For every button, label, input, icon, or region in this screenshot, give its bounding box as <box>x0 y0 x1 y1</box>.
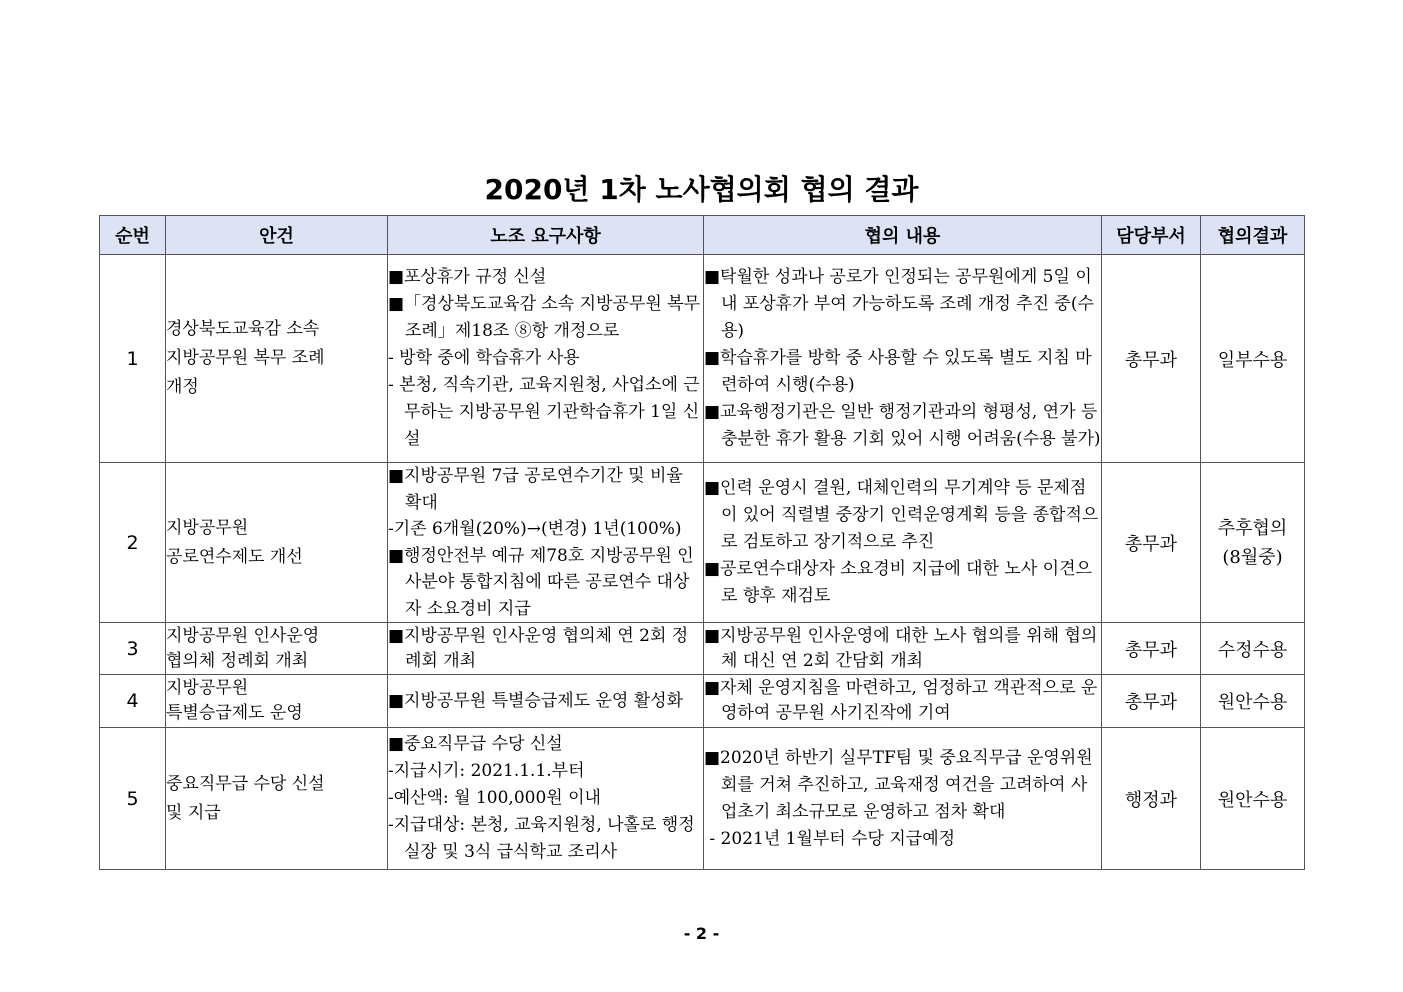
row-agenda <box>166 675 388 728</box>
demand-item: ■지방공무원 7급 공로연수기간 및 비율 확대 <box>388 466 683 513</box>
row-dept: 총무과 <box>1102 255 1201 463</box>
header-num: 순번 <box>100 216 166 255</box>
content-item: ■인력 운영시 결원, 대체인력의 무기계약 등 문제점이 있어 직렬별 중장기 인력운영계획 등을 종합적으로 검토하고 장기적으로 추진 <box>704 478 1099 552</box>
agenda-line: 및 지급 <box>166 802 221 823</box>
row-demand <box>388 675 704 728</box>
row-demand <box>388 463 704 623</box>
row-number: 3 <box>100 623 166 675</box>
demand-subitem: - 본청, 직속기관, 교육지원청, 사업소에 근무하는 지방공무원 기관학습휴가 1일 신설 <box>388 375 700 449</box>
row-number: 4 <box>100 675 166 728</box>
demand-subitem: -지급시기: 2021.1.1.부터 <box>388 761 585 781</box>
row-result: 원안수용 <box>1201 728 1305 870</box>
agenda-line: 특별승급제도 운영 <box>166 703 303 723</box>
row-result: 수정수용 <box>1201 623 1305 675</box>
agenda-line: 지방공무원 <box>166 678 249 698</box>
row-agenda <box>166 623 388 675</box>
table-row <box>100 623 1305 675</box>
demand-item: ■중요직무급 수당 신설 <box>388 734 563 754</box>
row-result: 일부수용 <box>1201 255 1305 463</box>
demand-item: ■포상휴가 규정 신설 <box>388 267 547 287</box>
row-demand <box>388 728 704 870</box>
agenda-line: 중요직무급 수당 신설 <box>166 773 325 794</box>
content-item: ■탁월한 성과나 공로가 인정되는 공무원에게 5일 이내 포상휴가 부여 가능하도록 조례 개정 추진 중(수용) <box>704 267 1094 341</box>
table-row <box>100 675 1305 728</box>
page-title: 2020년 1차 노사협의회 협의 결과 <box>484 173 919 206</box>
agenda-line: 지방공무원 복무 조례 <box>166 348 325 368</box>
content-item: ■2020년 하반기 실무TF팀 및 중요직무급 운영위원회를 거쳐 추진하고, 교육재정 여건을 고려하여 사업초기 최소규모로 운영하고 점차 확대 <box>704 747 1093 822</box>
demand-subitem: -지급대상: 본청, 교육지원청, 나홀로 행정실장 및 3식 급식학교 조리사 <box>388 815 695 862</box>
agenda-line: 협의체 정례회 개최 <box>166 650 309 671</box>
content-item: ■교육행정기관은 일반 행정기관과의 형평성, 연가 등 충분한 휴가 활용 기회 있어 시행 어려움(수용 불가) <box>704 402 1101 449</box>
row-result <box>1201 463 1305 623</box>
content-subitem: - 2021년 1월부터 수당 지급예정 <box>704 828 956 849</box>
header-content: 협의 내용 <box>704 216 1102 255</box>
table-row <box>100 255 1305 463</box>
row-content <box>704 623 1102 675</box>
row-content <box>704 728 1102 870</box>
header-result: 협의결과 <box>1201 216 1305 255</box>
content-item: ■공로연수대상자 소요경비 지급에 대한 노사 이견으로 향후 재검토 <box>704 559 1092 606</box>
demand-item: ■지방공무원 인사운영 협의체 연 2회 정례회 개최 <box>388 625 689 671</box>
demand-subitem: -예산액: 월 100,000원 이내 <box>388 788 601 808</box>
row-content <box>704 675 1102 728</box>
row-agenda <box>166 255 388 463</box>
content-item: ■지방공무원 인사운영에 대한 노사 협의를 위해 협의체 대신 연 2회 간담회 개최 <box>704 625 1098 671</box>
table-row <box>100 463 1305 623</box>
agenda-line: 공로연수제도 개선 <box>166 546 303 567</box>
agenda-line: 경상북도교육감 소속 <box>166 319 320 339</box>
row-agenda <box>166 728 388 870</box>
row-number: 1 <box>100 255 166 463</box>
row-number: 5 <box>100 728 166 870</box>
row-dept: 총무과 <box>1102 675 1201 728</box>
row-content <box>704 255 1102 463</box>
results-table <box>99 215 1305 870</box>
page-number: - 2 - <box>683 924 720 943</box>
row-demand <box>388 623 704 675</box>
content-item: ■학습휴가를 방학 중 사용할 수 있도록 별도 지침 마련하여 시행(수용) <box>704 348 1092 395</box>
row-content <box>704 463 1102 623</box>
row-number: 2 <box>100 463 166 623</box>
header-demand: 노조 요구사항 <box>388 216 704 255</box>
result-line: 추후협의 <box>1217 517 1288 539</box>
row-agenda <box>166 463 388 623</box>
row-dept: 행정과 <box>1102 728 1201 870</box>
demand-item: ■「경상북도교육감 소속 지방공무원 복무조례」제18조 ⑧항 개정으로 <box>388 294 701 341</box>
row-dept: 총무과 <box>1102 623 1201 675</box>
agenda-line: 지방공무원 <box>166 517 249 538</box>
header-row <box>100 216 1305 255</box>
demand-item: ■행정안전부 예규 제78호 지방공무원 인사분야 통합지침에 따른 공로연수 대상자 소요경비 지급 <box>388 545 694 619</box>
row-demand <box>388 255 704 463</box>
header-agenda: 안건 <box>166 216 388 255</box>
content-item: ■자체 운영지침을 마련하고, 엄정하고 객관적으로 운영하여 공무원 사기진작에 기여 <box>704 678 1098 723</box>
demand-subitem: -기존 6개월(20%)→(변경) 1년(100%) <box>388 519 682 539</box>
row-dept: 총무과 <box>1102 463 1201 623</box>
demand-item: ■지방공무원 특별승급제도 운영 활성화 <box>388 690 684 711</box>
agenda-line: 개정 <box>166 377 199 397</box>
header-dept: 담당부서 <box>1102 216 1201 255</box>
table-row <box>100 728 1305 870</box>
demand-subitem: - 방학 중에 학습휴가 사용 <box>388 348 580 368</box>
result-line: (8월중) <box>1222 546 1283 568</box>
agenda-line: 지방공무원 인사운영 <box>166 625 320 646</box>
row-result: 원안수용 <box>1201 675 1305 728</box>
